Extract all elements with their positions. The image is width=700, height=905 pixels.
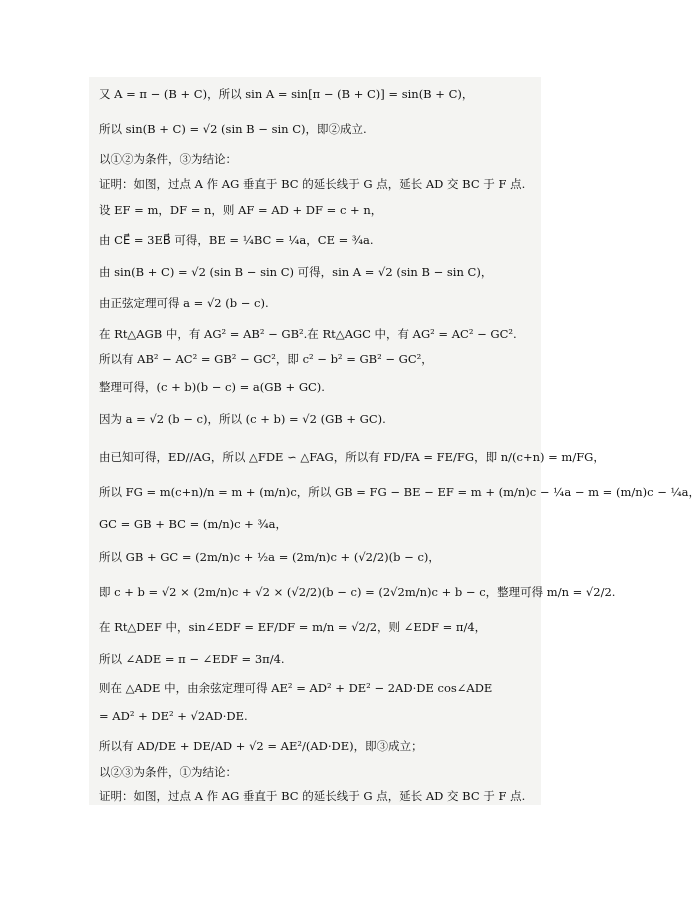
text-line-19: 所以 ∠ADE = π − ∠EDF = 3π/4. <box>99 652 285 666</box>
text-line-15: GC = GB + BC = (m/n)c + ¾a， <box>99 517 287 531</box>
text-line-13: 由已知可得，ED//AG，所以 △FDE ∽ △FAG，所以有 FD/FA = FE/FG，即 n/(c+n) = m/FG， <box>99 450 605 464</box>
text-line-7: 由 sin(B + C) = √2 (sin B − sin C) 可得，sin A = √2 (sin B − sin C)， <box>99 265 493 279</box>
text-line-22: 所以有 AD/DE + DE/AD + √2 = AE²/(AD·DE)，即③成立； <box>99 739 423 753</box>
text-line-6: 由 CE⃗ = 3EB⃗ 可得，BE = ¼BC = ¼a，CE = ¾a. <box>99 233 374 247</box>
text-line-10: 所以有 AB² − AC² = GB² − GC²，即 c² − b² = GB² − GC²， <box>99 352 433 366</box>
text-line-20: 则在 △ADE 中，由余弦定理可得 AE² = AD² + DE² − 2AD·DE cos∠ADE <box>99 681 493 695</box>
text-line-12: 因为 a = √2 (b − c)，所以 (c + b) = √2 (GB + GC). <box>99 412 386 426</box>
text-line-5: 设 EF = m，DF = n，则 AF = AD + DF = c + n， <box>99 203 383 217</box>
text-line-11: 整理可得，(c + b)(b − c) = a(GB + GC). <box>99 380 325 394</box>
text-line-8: 由正弦定理可得 a = √2 (b − c). <box>99 296 269 310</box>
text-line-16: 所以 GB + GC = (2m/n)c + ½a = (2m/n)c + (√2/2)(b − c)， <box>99 550 440 564</box>
text-line-3: 以①②为条件，③为结论： <box>99 152 237 166</box>
text-line-17: 即 c + b = √2 × (2m/n)c + √2 × (√2/2)(b − c) = (2√2m/n)c + b − c，整理可得 m/n = √2/2. <box>99 585 616 599</box>
text-line-9: 在 Rt△AGB 中，有 AG² = AB² − GB².在 Rt△AGC 中，有 AG² = AC² − GC². <box>99 327 517 341</box>
text-line-24: 证明：如图，过点 A 作 AG 垂直于 BC 的延长线于 G 点，延长 AD 交 BC 于 F 点. <box>99 789 526 803</box>
text-line-1: 又 A = π − (B + C)，所以 sin A = sin[π − (B + C)] = sin(B + C)， <box>99 87 474 101</box>
text-line-2: 所以 sin(B + C) = √2 (sin B − sin C)，即②成立. <box>99 122 367 136</box>
text-line-14: 所以 FG = m(c+n)/n = m + (m/n)c，所以 GB = FG − BE − EF = m + (m/n)c − ¼a − m = (m/n)c − ¼a， <box>99 485 700 499</box>
text-line-23: 以②③为条件，①为结论： <box>99 765 237 779</box>
text-line-18: 在 Rt△DEF 中，sin∠EDF = EF/DF = m/n = √2/2，则 ∠EDF = π/4， <box>99 620 487 634</box>
text-line-21: = AD² + DE² + √2AD·DE. <box>99 709 248 723</box>
text-line-4: 证明：如图，过点 A 作 AG 垂直于 BC 的延长线于 G 点，延长 AD 交 BC 于 F 点. <box>99 177 526 191</box>
